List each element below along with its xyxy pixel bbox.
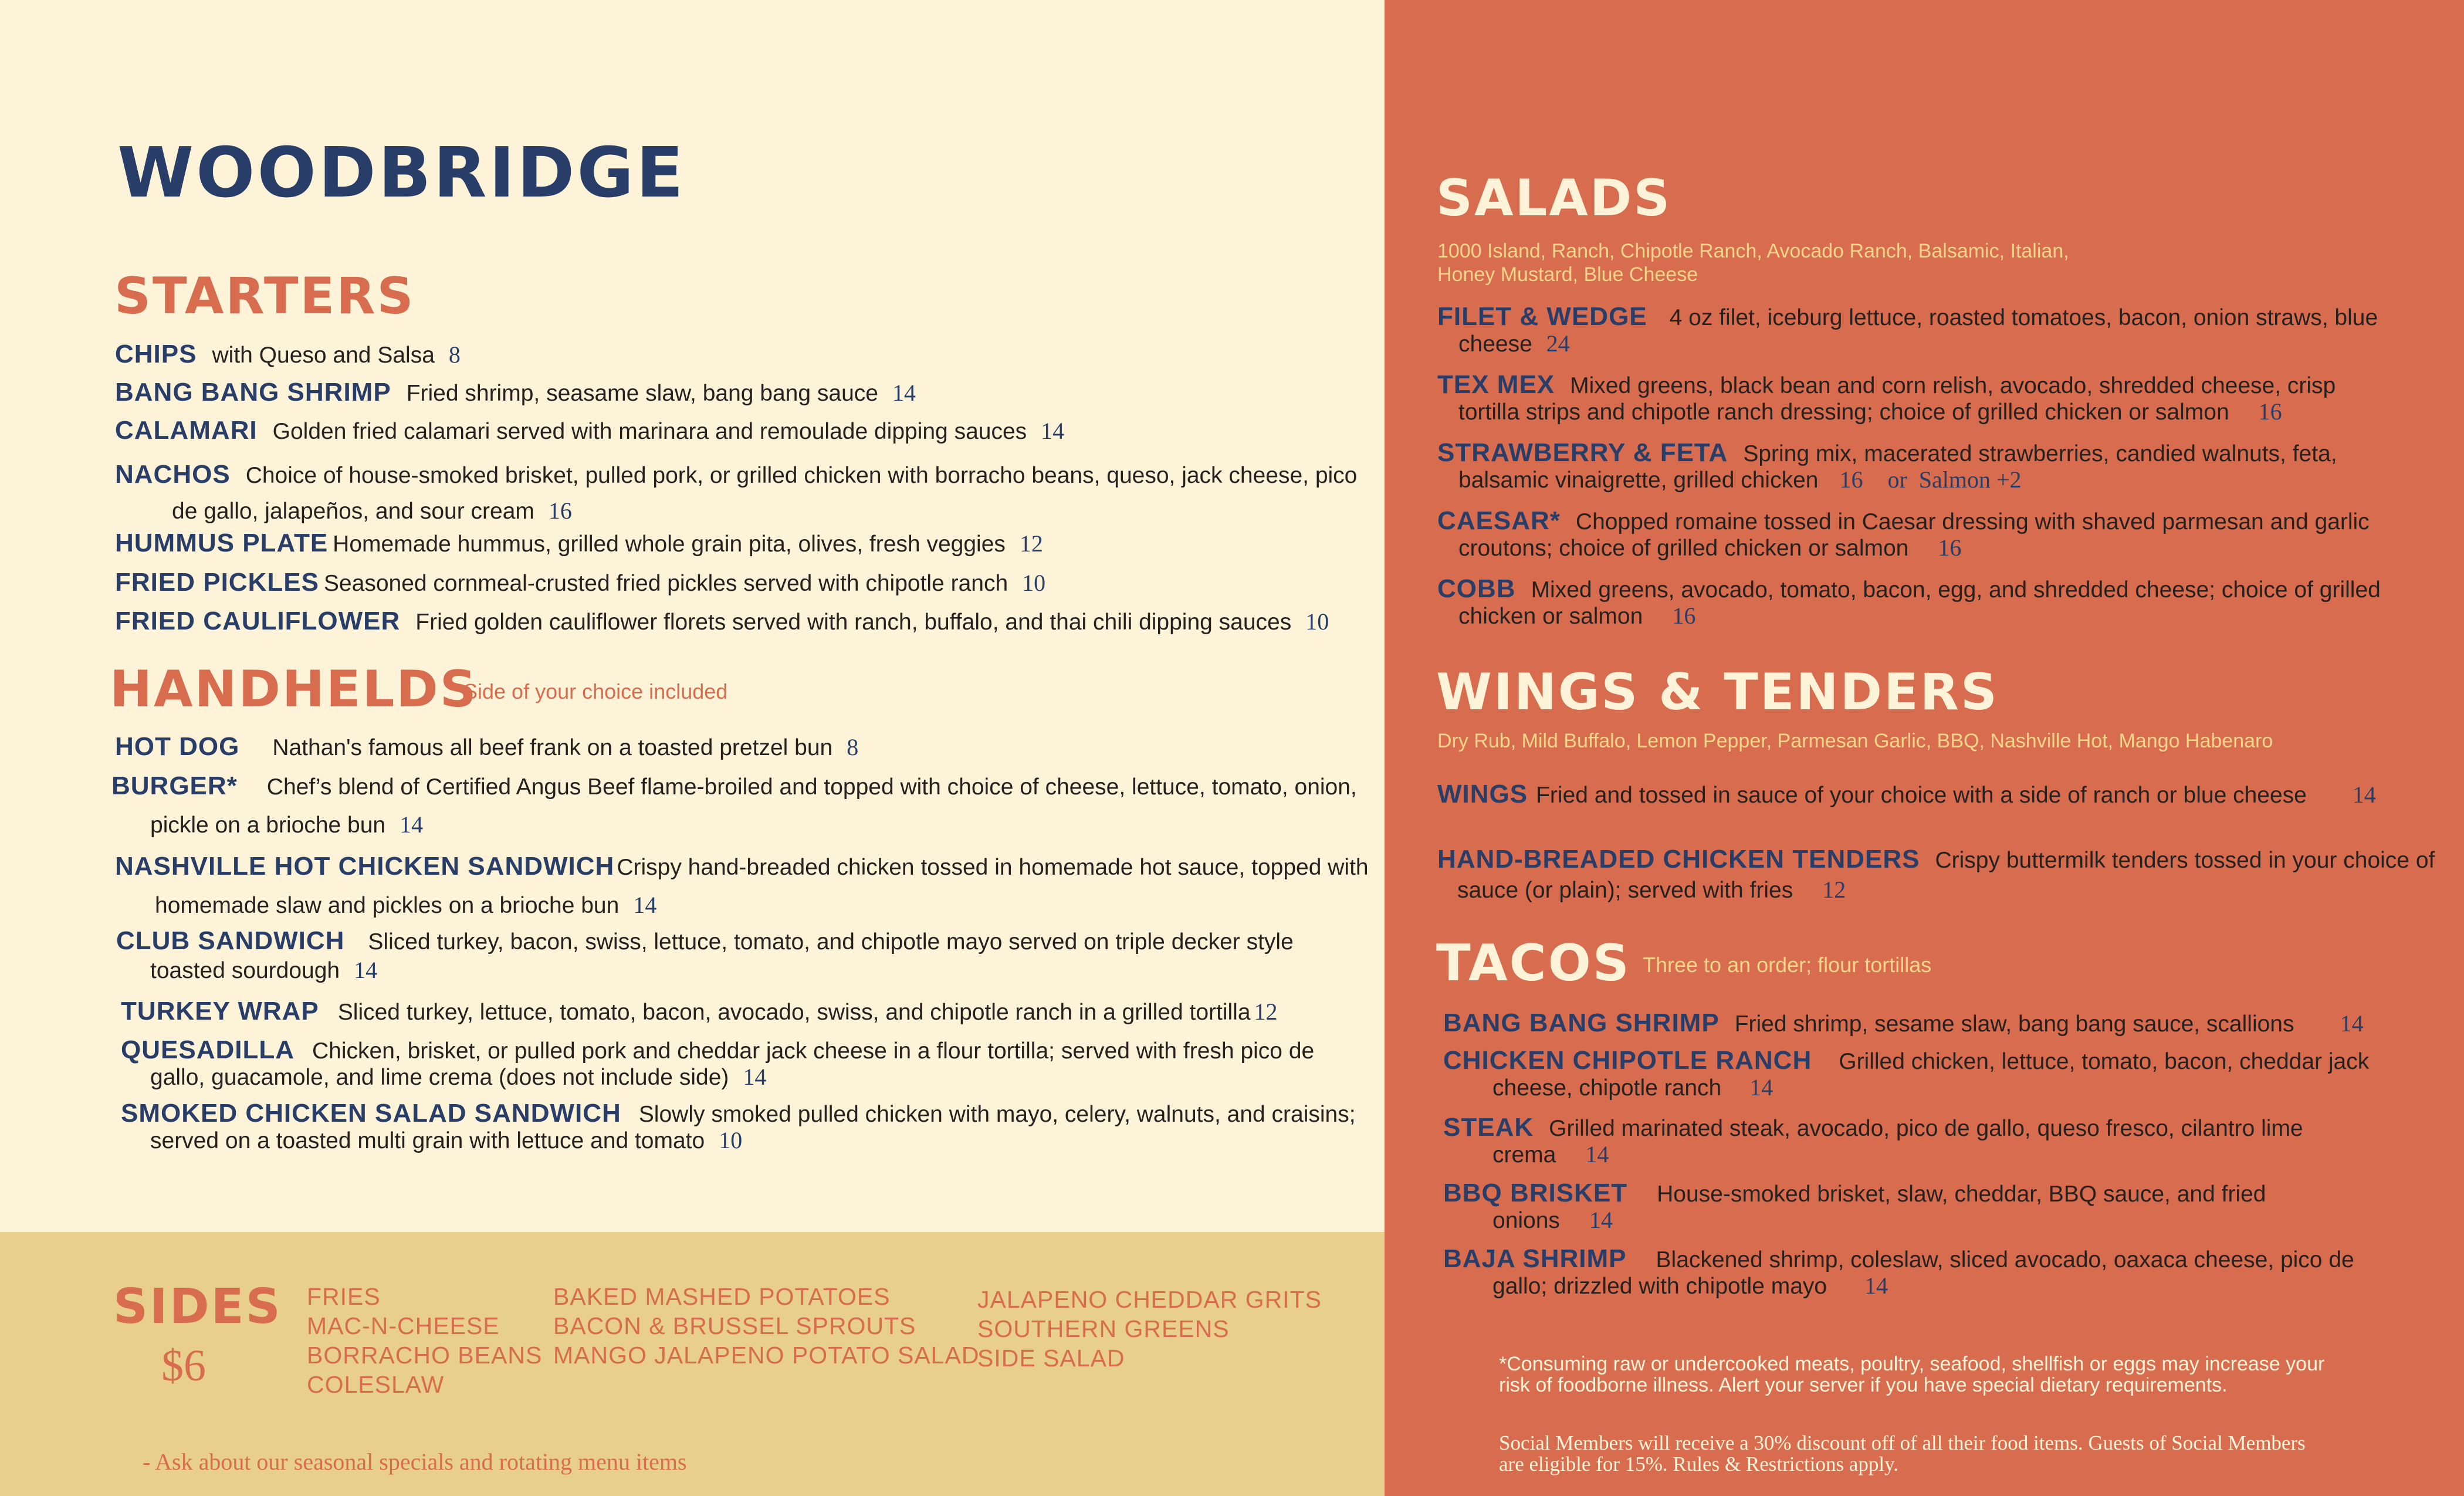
sides-column-3	[977, 1285, 1322, 1373]
item-desc-cont: pickle on a brioche bun	[150, 813, 386, 838]
side-item: FRIES	[307, 1283, 381, 1310]
item-price: 14	[1041, 418, 1065, 444]
item-desc: Slowly smoked pulled chicken with mayo, celery, walnuts, and craisins;	[638, 1102, 1356, 1127]
side-item: BAKED MASHED POTATOES	[553, 1283, 891, 1310]
item-desc: Chicken, brisket, or pulled pork and cheddar jack cheese in a flour tortilla; served with fresh pico de	[312, 1038, 1315, 1064]
item-price: 16	[2258, 398, 2282, 425]
sides-column-1	[307, 1282, 542, 1399]
item-desc: Nathan's famous all beef frank on a toasted pretzel bun	[272, 735, 833, 760]
item-price: 10	[1022, 570, 1046, 596]
item-price: 24	[1546, 330, 1570, 357]
menu-item	[115, 851, 1370, 921]
menu-item	[1437, 779, 2446, 811]
item-price: 16	[548, 497, 572, 524]
side-item: COLESLAW	[307, 1371, 445, 1398]
sides-price: $6	[161, 1341, 206, 1390]
item-name: BANG BANG SHRIMP	[115, 378, 391, 407]
item-name: NACHOS	[115, 460, 231, 489]
item-price: 10	[1305, 608, 1329, 635]
menu-item	[1443, 1115, 2452, 1168]
item-name: SMOKED CHICKEN SALAD SANDWICH	[121, 1099, 621, 1128]
social-line: Social Members will receive a 30% discount off of all their food items. Guests of Social Members	[1499, 1431, 2306, 1454]
menu-item	[115, 459, 1370, 527]
dressing-list	[1437, 239, 2069, 286]
menu-item	[111, 771, 1373, 841]
dressing-line: 1000 Island, Ranch, Chipotle Ranch, Avocado Ranch, Balsamic, Italian,	[1437, 240, 2069, 262]
item-name: CHIPS	[115, 340, 197, 368]
side-item: BACON & BRUSSEL SPROUTS	[553, 1312, 916, 1339]
item-price: 8	[448, 341, 461, 368]
item-price: 12	[1254, 999, 1278, 1025]
menu-item	[1443, 1048, 2452, 1101]
item-desc-cont: homemade slaw and pickles on a brioche bun	[155, 893, 620, 918]
item-name: BBQ BRISKET	[1443, 1179, 1628, 1207]
side-item: MAC-N-CHEESE	[307, 1312, 500, 1339]
item-desc: Golden fried calamari served with marinara and remoulade dipping sauces	[272, 419, 1027, 444]
item-desc: Chopped romaine tossed in Caesar dressing with shaved parmesan and garlic	[1575, 509, 2370, 534]
menu-item	[115, 732, 1347, 763]
sauce-list: Dry Rub, Mild Buffalo, Lemon Pepper, Parmesan Garlic, BBQ, Nashville Hot, Mango Habenaro	[1437, 730, 2273, 752]
menu-item	[115, 606, 1370, 638]
side-item: BORRACHO BEANS	[307, 1342, 543, 1369]
item-name: CAESAR*	[1437, 506, 1561, 535]
social-line: are eligible for 15%. Rules & Restrictions apply.	[1499, 1453, 1899, 1475]
dressing-line: Honey Mustard, Blue Cheese	[1437, 263, 1698, 286]
sides-column-2	[553, 1282, 979, 1370]
item-desc-cont: cheese	[1458, 331, 1532, 357]
item-desc: Sliced turkey, lettuce, tomato, bacon, avocado, swiss, and chipotle ranch in a grilled tortilla	[337, 1000, 1251, 1025]
item-name: STRAWBERRY & FETA	[1437, 438, 1728, 467]
specials-note: - Ask about our seasonal specials and rotating menu items	[143, 1448, 687, 1475]
brand-title: WOODBRIDGE	[117, 132, 686, 213]
item-price: 16	[1938, 534, 1962, 561]
item-price: 16	[1672, 603, 1696, 629]
menu-item	[1437, 440, 2446, 493]
item-name: CHICKEN CHIPOTLE RANCH	[1443, 1046, 1812, 1075]
item-desc: Grilled marinated steak, avocado, pico de gallo, queso fresco, cilantro lime	[1549, 1116, 2303, 1141]
item-price: 14	[400, 811, 424, 838]
side-item: MANGO JALAPENO POTATO SALAD	[553, 1342, 980, 1369]
menu-item	[115, 567, 1347, 599]
item-desc: Homemade hummus, grilled whole grain pita, olives, fresh veggies	[333, 532, 1006, 557]
item-price: 12	[1019, 530, 1043, 557]
item-desc: 4 oz filet, iceburg lettuce, roasted tomatoes, bacon, onion straws, blue	[1669, 305, 2378, 330]
item-price: 14	[892, 380, 916, 406]
health-disclaimer	[1499, 1353, 2324, 1396]
item-name: FRIED CAULIFLOWER	[115, 607, 401, 635]
item-desc-cont: onions	[1492, 1208, 1560, 1233]
item-name: FILET & WEDGE	[1437, 302, 1647, 331]
item-desc-cont: cheese, chipotle ranch	[1492, 1075, 1722, 1101]
item-desc: Fried shrimp, sesame slaw, bang bang sauce, scallions	[1734, 1011, 2294, 1037]
menu-item	[121, 1098, 1376, 1156]
item-desc: Mixed greens, black bean and corn relish, avocado, shredded cheese, crisp	[1570, 373, 2336, 398]
menu-item	[1437, 304, 2446, 357]
item-desc-cont: toasted sourdough	[150, 958, 340, 983]
item-name: COBB	[1437, 574, 1516, 603]
disclaimer-line: risk of foodborne illness. Alert your server if you have special dietary requirements.	[1499, 1374, 2228, 1396]
menu-item	[121, 1035, 1376, 1093]
menu-item	[1443, 1008, 2452, 1040]
menu-item	[115, 339, 1347, 371]
salmon-upcharge: or Salmon +2	[1887, 466, 2022, 493]
item-price: 8	[847, 734, 859, 760]
side-item: SOUTHERN GREENS	[977, 1315, 1230, 1342]
item-desc: Fried golden cauliflower florets served with ranch, buffalo, and thai chili dipping sauces	[415, 610, 1292, 635]
menu-item	[1437, 372, 2446, 425]
item-name: TEX MEX	[1437, 370, 1555, 399]
item-desc-cont: gallo; drizzled with chipotle mayo	[1492, 1274, 1827, 1299]
item-desc: House-smoked brisket, slaw, cheddar, BBQ sauce, and fried	[1657, 1182, 2266, 1207]
item-desc-cont: sauce (or plain); served with fries	[1457, 878, 1793, 903]
item-name: BURGER*	[111, 771, 238, 800]
item-price: 14	[1749, 1074, 1773, 1101]
sides-title: SIDES	[113, 1279, 282, 1335]
item-desc: Seasoned cornmeal-crusted fried pickles served with chipotle ranch	[323, 571, 1008, 596]
item-desc-cont: crema	[1492, 1142, 1556, 1167]
menu-item	[1443, 1246, 2452, 1299]
item-desc-cont: gallo, guacamole, and lime crema (does not include side)	[150, 1065, 729, 1090]
item-price: 14	[2340, 1010, 2364, 1037]
item-name: HUMMUS PLATE	[115, 529, 329, 557]
item-name: BANG BANG SHRIMP	[1443, 1008, 1720, 1037]
side-item: SIDE SALAD	[977, 1345, 1125, 1372]
menu-item	[1437, 508, 2446, 561]
item-price: 14	[2352, 781, 2376, 808]
starters-title: STARTERS	[114, 267, 415, 326]
disclaimer-line: *Consuming raw or undercooked meats, poultry, seafood, shellfish or eggs may increase your	[1499, 1353, 2325, 1375]
item-desc: Crispy buttermilk tenders tossed in your choice of	[1935, 848, 2435, 873]
item-name: HOT DOG	[115, 732, 240, 761]
item-price: 12	[1822, 876, 1846, 903]
item-name: NASHVILLE HOT CHICKEN SANDWICH	[115, 852, 615, 881]
handhelds-title: HANDHELDS	[110, 660, 478, 719]
menu-item	[1437, 576, 2446, 629]
item-desc: Sliced turkey, bacon, swiss, lettuce, tomato, and chipotle mayo served on triple decker style	[368, 929, 1294, 955]
item-desc-cont: de gallo, jalapeños, and sour cream	[172, 499, 534, 524]
wings-title: WINGS & TENDERS	[1436, 663, 1999, 722]
item-desc: Fried and tossed in sauce of your choice with a side of ranch or blue cheese	[1536, 783, 2307, 808]
menu-item	[1443, 1180, 2452, 1234]
menu-item	[121, 996, 1376, 1028]
menu-item	[116, 926, 1372, 986]
salads-title: SALADS	[1436, 169, 1672, 228]
item-name: CLUB SANDWICH	[116, 926, 345, 955]
item-price: 14	[743, 1064, 767, 1090]
item-desc-cont: tortilla strips and chipotle ranch dressing; choice of grilled chicken or salmon	[1458, 400, 2229, 425]
item-desc: with Queso and Salsa	[212, 343, 435, 368]
item-name: FRIED PICKLES	[115, 568, 319, 597]
item-price: 14	[354, 957, 378, 983]
item-name: WINGS	[1437, 780, 1528, 808]
item-desc: Fried shrimp, seasame slaw, bang bang sauce	[406, 381, 878, 406]
side-item: JALAPENO CHEDDAR GRITS	[977, 1286, 1322, 1313]
item-desc: Mixed greens, avocado, tomato, bacon, egg, and shredded cheese; choice of grilled	[1531, 577, 2381, 603]
item-desc: Grilled chicken, lettuce, tomato, bacon, cheddar jack	[1839, 1049, 2370, 1074]
item-desc: Choice of house-smoked brisket, pulled pork, or grilled chicken with borracho beans, queso, jack cheese, pico	[245, 463, 1358, 488]
tacos-note: Three to an order; flour tortillas	[1643, 953, 1932, 977]
item-price: 16	[1839, 466, 1863, 493]
item-desc: Crispy hand-breaded chicken tossed in homemade hot sauce, topped with	[617, 855, 1369, 880]
item-desc-cont: chicken or salmon	[1458, 604, 1643, 629]
menu-item	[115, 415, 1347, 447]
item-price: 14	[633, 892, 657, 918]
item-name: CALAMARI	[115, 416, 258, 445]
menu-item	[1437, 845, 2446, 905]
tacos-title: TACOS	[1436, 934, 1631, 993]
item-name: HAND-BREADED CHICKEN TENDERS	[1437, 845, 1920, 874]
item-price: 14	[1864, 1272, 1888, 1299]
item-desc-cont: balsamic vinaigrette, grilled chicken	[1458, 468, 1819, 493]
social-members-note	[1499, 1433, 2306, 1475]
item-desc: Chef’s blend of Certified Angus Beef flame-broiled and topped with choice of cheese, lettuce, tomato, onion,	[266, 774, 1357, 800]
item-desc: Spring mix, macerated strawberries, candied walnuts, feta,	[1743, 441, 2337, 466]
item-desc: Blackened shrimp, coleslaw, sliced avocado, oaxaca cheese, pico de	[1656, 1247, 2354, 1272]
item-desc-cont: croutons; choice of grilled chicken or salmon	[1458, 536, 1909, 561]
item-name: STEAK	[1443, 1113, 1534, 1142]
menu-item	[115, 528, 1347, 560]
item-name: TURKEY WRAP	[121, 997, 319, 1025]
item-price: 14	[1589, 1207, 1613, 1233]
menu-item	[115, 377, 1347, 409]
handhelds-note: Side of your choice included	[463, 679, 728, 703]
item-price: 10	[719, 1127, 743, 1153]
item-desc-cont: served on a toasted multi grain with lettuce and tomato	[150, 1128, 705, 1153]
item-name: BAJA SHRIMP	[1443, 1244, 1627, 1273]
item-price: 14	[1585, 1141, 1609, 1167]
item-name: QUESADILLA	[121, 1035, 295, 1064]
